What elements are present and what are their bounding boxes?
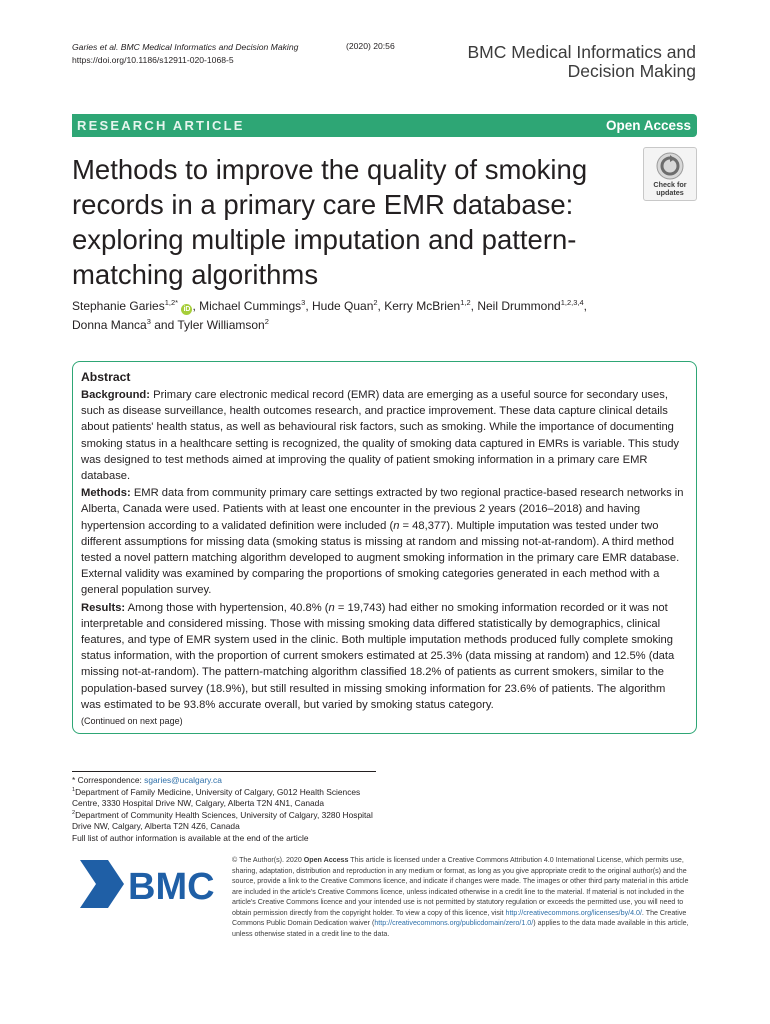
methods-text-2: = 48,377). Multiple imputation was tested under two different assumptions for missing data (smoking status is missing at random and missing not-at-random). A third method tested a novel pattern matching algorithm developed to augment smoking information in the primary care EMR database. External validity was examined by comparing the proportions of smoking categories generated in each method with a general population survey. (81, 519, 680, 597)
cc-by-license-link[interactable]: http://creativecommons.org/licenses/by/4.0/ (505, 908, 642, 917)
journal-name-line1: BMC Medical Informatics and (467, 42, 696, 62)
open-access-label: Open Access (605, 118, 691, 133)
author-list: Stephanie Garies$^{1,2*}$ iD , Michael Cummings$^3$, Hude Quan$^2$, Kerry McBrien$^{1,2}$, Neil Drummond$^{1,2,3,4}$, Donna Manca$^3$ and Tyler Williamson$^2$ (72, 298, 587, 332)
citation-header (72, 41, 298, 67)
methods-n: n (393, 519, 400, 532)
citation-journal: Garies et al. BMC Medical Informatics and Decision Making (72, 42, 299, 52)
bmc-logo[interactable] (78, 856, 218, 912)
results-n: n (328, 601, 335, 614)
check-updates-icon (655, 151, 685, 181)
license-text: © The Author(s). 2020 Open Access This article is licensed under a Creative Commons Attribution 4.0 International License, which permits use, sharing, adaptation, distribution and reproduction in any medium or format, as long as you give appropriate credit to the original author(s) and the source, provide a link to the Creative Commons licence, and indicate if changes were made. The images or other third party material in this article are included in the article's Creative Commons licence, unless indicated otherwise in a credit line to the material. If material is not included in the article's Creative Commons licence and your intended use is not permitted by statutory regulation or exceeds the permitted use, you will need to obtain permission directly from the copyright holder. To view a copy of this licence, visit http://creativecommons.org/licenses/by/4.0/. The Creative Commons Public Domain Dedication waiver (http://creativecommons.org/publicdomain/zero/1.0/) applies to the data made available in this article, unless otherwise stated in a credit line to the data. (232, 856, 689, 938)
article-title: Methods to improve the quality of smoking records in a primary care EMR database: exploring multiple imputation and pattern-matching algorithms (72, 154, 588, 290)
affiliation-2: $^2$Department of Community Health Sciences, University of Calgary, 3280 Hospital Drive NW, Calgary, Alberta T2N 4Z6, Canada (72, 809, 373, 832)
abstract-heading: Abstract (81, 370, 131, 384)
abstract-box (72, 361, 697, 734)
abstract-background (81, 387, 688, 484)
bmc-logo-chevron (80, 860, 124, 908)
cc-zero-license-link[interactable]: http://creativecommons.org/publicdomain/zero/1.0/ (374, 919, 534, 927)
check-updates-line2: updates (656, 187, 684, 197)
methods-text: EMR data from community primary care settings extracted by two regional practice-based research networks in Alberta, Canada were used. Patients with at least one encounter in the previous 2 years (2016–2018) and having hypertension according to a validated definition were included ( (81, 487, 684, 532)
abstract-methods (81, 485, 688, 598)
journal-name-line2: Decision Making (567, 61, 696, 81)
citation-year: (2020) 20:56 (346, 41, 395, 51)
author-name[interactable]: Michael Cummings (199, 299, 302, 313)
author-affiliation: 1,2* (164, 298, 179, 307)
author-affiliation: 1,2 (460, 298, 471, 307)
correspondence: * Correspondence: sgaries@ucalgary.ca (72, 775, 222, 785)
author-name[interactable]: Neil Drummond (477, 299, 561, 313)
footnotes (72, 775, 377, 845)
results-text: Among those with hypertension, 40.8% ( (127, 601, 329, 614)
footnote-divider (72, 771, 376, 772)
full-author-info-note: Full list of author information is available at the end of the article (72, 832, 309, 843)
author-name[interactable]: Hude Quan (311, 299, 374, 313)
methods-label: Methods: (81, 487, 131, 500)
article-type-banner (72, 114, 697, 137)
author-name[interactable]: Kerry McBrien (384, 299, 461, 313)
background-label: Background: (81, 389, 150, 401)
author-name[interactable]: Tyler Williamson (177, 318, 265, 332)
author-affiliation: 3 (146, 317, 151, 326)
affiliation-1: $^1$Department of Family Medicine, University of Calgary, G012 Health Sciences Centre, 3330 Hospital Drive NW, Calgary, Alberta T2N 4N1, Canada (72, 786, 361, 809)
author-affiliation: 2 (264, 317, 269, 326)
check-for-updates-badge[interactable] (643, 147, 697, 201)
background-text: Primary care electronic medical record (EMR) data are emerging as a useful source for secondary uses, such as disease surveillance, health outcomes research, and practice improvement. These data capture clinical details about patients' health status, as well as behavioural risk factors, such as smoking. While the importance of documenting smoking status in a healthcare setting is recognized, the quality of smoking data captured in EMRs is variable. This study was designed to test methods aimed at improving the quality of patient smoking information in a primary care EMR database. (81, 389, 680, 483)
continued-note: (Continued on next page) (81, 716, 183, 727)
author-affiliation: 1,2,3,4 (560, 298, 584, 307)
abstract-results (81, 600, 688, 713)
check-updates-line1: Check for (653, 180, 687, 189)
author-affiliation: 3 (301, 298, 306, 307)
doi-link[interactable]: https://doi.org/10.1186/s12911-020-1068-5 (72, 55, 234, 65)
results-label: Results: (81, 601, 126, 614)
author-name[interactable]: Stephanie Garies (72, 299, 165, 313)
author-name[interactable]: Donna Manca (72, 318, 147, 332)
journal-name (467, 43, 696, 81)
bmc-logo-text: BMC (128, 866, 215, 908)
correspondence-email-link[interactable]: sgaries@ucalgary.ca (144, 775, 222, 785)
author-affiliation: 2 (373, 298, 378, 307)
open-access-badge-text: Open Access (303, 856, 349, 864)
results-text-2: = 19,743) had either no smoking information recorded or it was not interpretable and considered missing. Those with missing smoking data differed statistically by demographics, clinical features, and type of EMR system used in the clinic. Both multiple imputation methods produced fully complete smoking status information, with the proportion of current smokers estimated at 25.3% (data missing at random) and 12.5% (data missing not-at-random). The pattern-matching algorithm classified 18.2% of patients as current smokers, similar to the population-based survey (18.9%), but still resulted in missing smoking information for 23.6% of patients. The algorithm was estimated to be 93.8% accurate overall, but varied by smoking status category. (81, 601, 675, 711)
orcid-icon[interactable]: iD (183, 306, 191, 313)
article-type-label: RESEARCH ARTICLE (77, 118, 245, 133)
